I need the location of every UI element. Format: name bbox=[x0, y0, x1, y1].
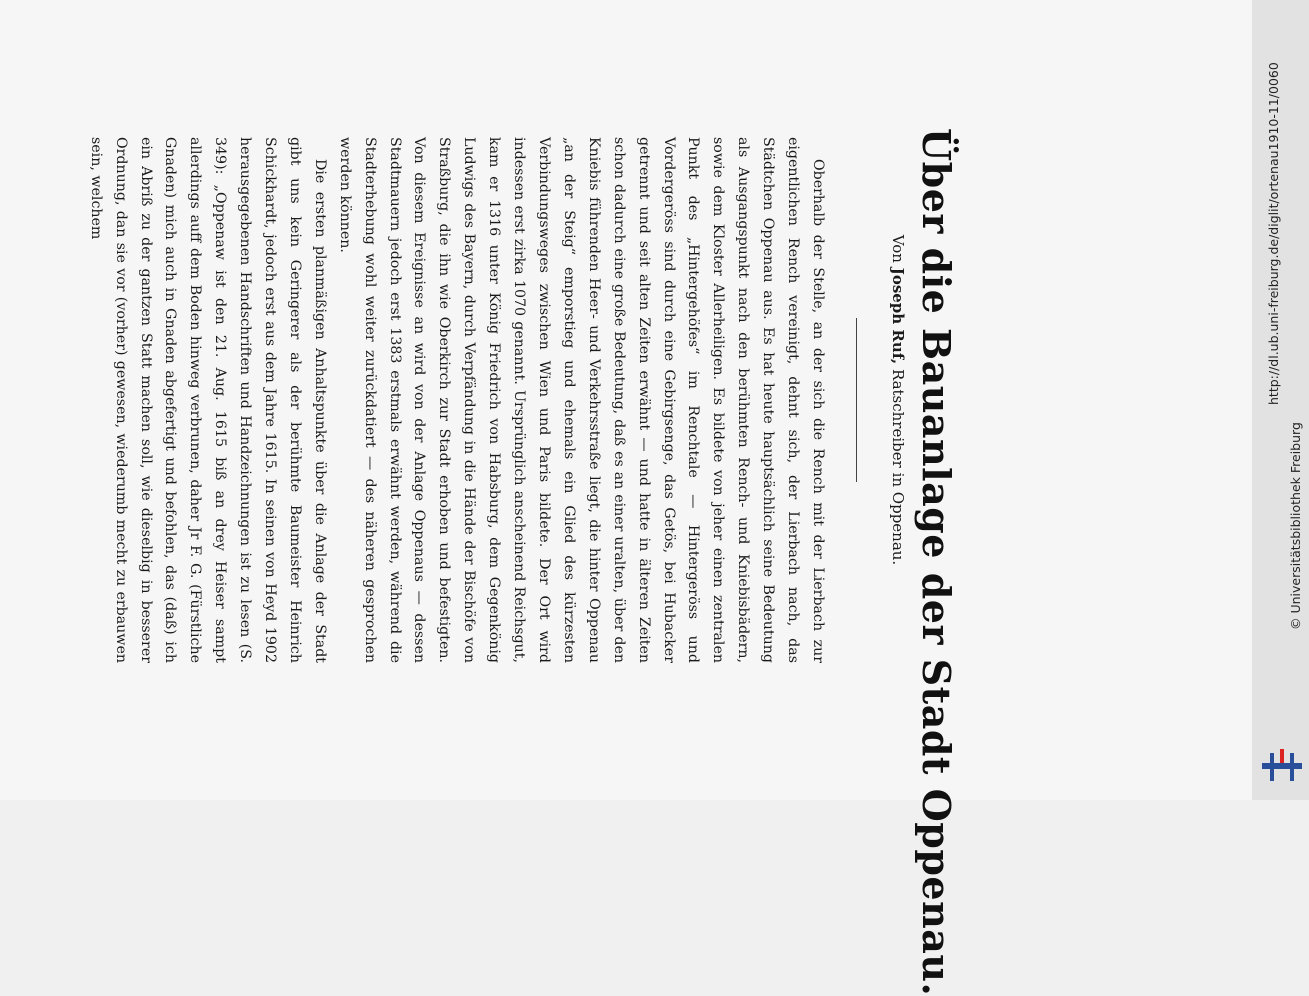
source-url-link[interactable]: http://dl.ub.uni-freiburg.de/diglit/ortenau1910-11/0060 bbox=[1266, 62, 1281, 405]
paragraph: Die ersten planmäßigen Anhaltspunkte über die Anlage der Stadt gibt uns kein Geringerer als der berühmte Baumeister Heinrich Schickhardt, jedoch erst aus dem Jahre 1615. In seinen von Heyd 1902 herausgegebenen Handschriften und Handzeichnungen ist zu lesen (S. 349): „Oppenaw ist den 21. Aug. 1615 biß an drey Heiser sampt allerdings auff dem Boden hinweg verbrunen, daher Jr F. G. (Fürstliche Gnaden) mich auch in Gnaden abgefertigt und befohlen, das (daß) ich ein Abriß zu der gantzen Statt machen soll, wie dieselbig in besserer Ordnung, dan sie vor (vorher) gewesen, wiederumb mecht zu erbauwen sein, welchem bbox=[87, 137, 328, 663]
author-name: Joseph Ruf, bbox=[889, 267, 907, 365]
copyright-notice: © Universitätsbibliothek Freiburg bbox=[1288, 422, 1303, 630]
article-title: Über die Bauanlage der Stadt Oppenau. bbox=[914, 128, 959, 996]
author-role: Ratschreiber in Oppenau. bbox=[889, 368, 907, 566]
paragraph: Oberhalb der Stelle, an der sich die Rench mit der Lierbach zur eigentlichen Rench vereinigt, dehnt sich, der Lierbach nach, das Städtchen Oppenau aus. Es hat heute hauptsächlich seine Bedeutung als Ausgangspunkt nach den berühmten Rench- und Kniebisbädern, sowie dem Kloster Allerheiligen. Es bildete von jeher einen zentralen Punkt des „Hintergehöfes“ im Renchtale — Hintergeröss und Vordergeröss sind durch eine Gebirgsenge, das Getös, bei Hubacker getrennt und seit alten Zeiten erwähnt — und hatte in älteren Zeiten schon dadurch eine große Bedeutung, daß es an einer uralten, über den Kniebis führenden Heer- und Verkehrsstraße liegt, die hinter Oppenau „an der Steig“ emporstieg und ehemals ein Glied des kürzesten Verbindungsweges zwischen Wien und Paris bildete. Der Ort wird indessen erst zirka 1070 genannt. Ursprünglich anscheinend Reichsgut, kam er 1316 unter König Friedrich von Habsburg, dem Gegenkönig Ludwigs des Bayern, durch Verpfändung in die Hände der Bischöfe von Straßburg, die ihn wie Oberkirch zur Stadt erhoben und befestigten. Von diesem Ereignisse an wird von der Anlage Oppenaus — dessen Stadtmauern jedoch erst 1383 erstmals erwähnt werden, während die Stadterhebung wohl weiter zurückdatiert — des näheren gesprochen werden können. bbox=[336, 137, 826, 663]
ub-freiburg-logo-icon bbox=[1260, 745, 1304, 789]
title-divider bbox=[856, 318, 857, 482]
byline-prefix: Von bbox=[889, 234, 907, 263]
article-body bbox=[83, 137, 830, 663]
article-byline bbox=[889, 120, 907, 680]
